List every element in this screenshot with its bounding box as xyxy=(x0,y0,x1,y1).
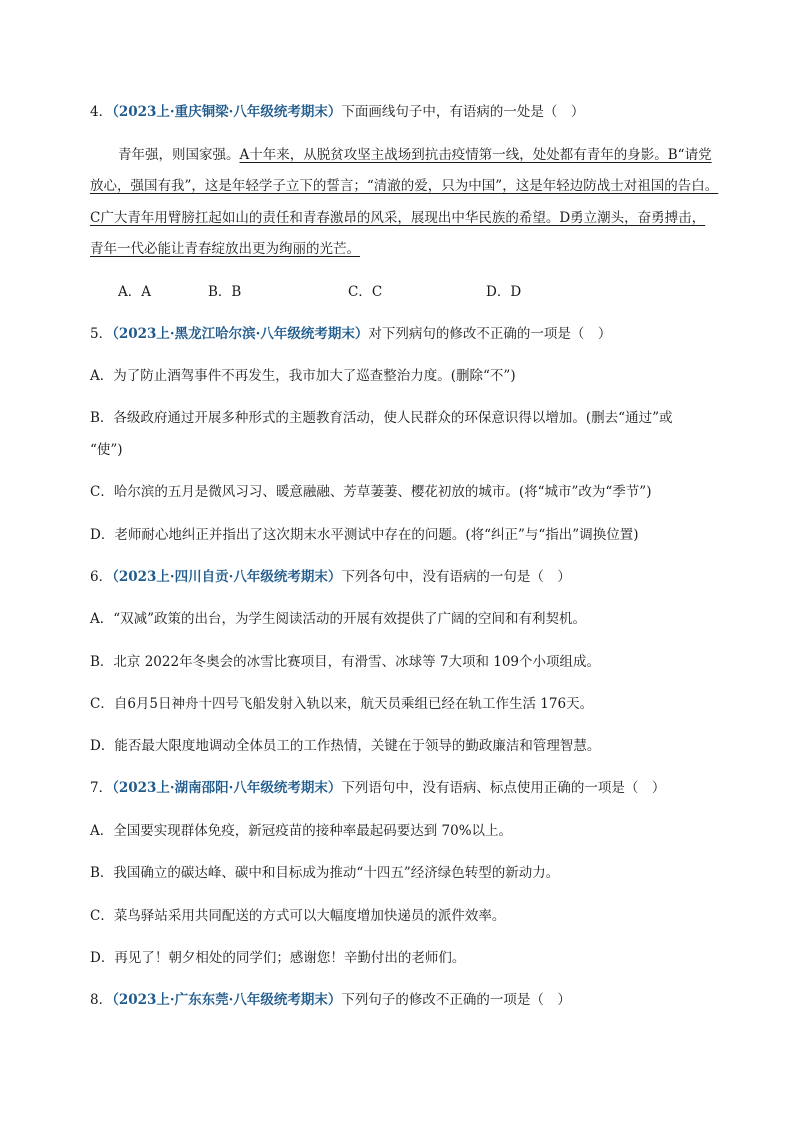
question-7-header xyxy=(90,778,665,798)
q5-option-b-cont: “使”) xyxy=(90,442,123,458)
q5-option-c[interactable]: C．哈尔滨的五月是微风习习、暖意融融、芳草萋萋、樱花初放的城市。(将“城市”改为“季节”) xyxy=(90,484,652,500)
question-number: 6． xyxy=(90,569,113,585)
q6-option-b[interactable]: B．北京 2022年冬奥会的冰雪比赛项目，有滑雪、冰球等 7大项和 109个小项组成。 xyxy=(90,654,601,670)
q5-option-d[interactable]: D．老师耐心地纠正并指出了这次期末水平测试中存在的问题。(将“纠正”与“指出”调换位置) xyxy=(90,527,639,543)
question-source: （2023上·湖南邵阳·八年级统考期末） xyxy=(112,780,342,796)
q7-option-d[interactable]: D．再见了！朝夕相处的同学们；感谢您！辛勤付出的老师们。 xyxy=(90,950,466,966)
q5-option-b[interactable]: B．各级政府通过开展多种形式的主题教育活动，使人民群众的环保意识得以增加。(删去“通过”或 xyxy=(90,410,673,426)
question-source: （2023上·重庆铜梁·八年级统考期末） xyxy=(112,104,342,120)
question-number: 5． xyxy=(90,326,113,342)
option-c[interactable]: C．C xyxy=(348,284,383,300)
question-4-options xyxy=(0,282,794,302)
question-source: （2023上·黑龙江哈尔滨·八年级统考期末） xyxy=(112,326,369,342)
question-stem: 下面画线句子中，有语病的一处是（ ） xyxy=(341,104,585,120)
question-stem: 下列句子的修改不正确的一项是（ ） xyxy=(341,992,571,1008)
underlined-sentence: A十年来，从脱贫攻坚主战场到抗击疫情第一线，处处都有青年的身影。B“请党 xyxy=(239,147,712,163)
question-5-header xyxy=(90,324,611,344)
question-number: 8． xyxy=(90,992,113,1008)
question-6-header xyxy=(90,567,571,587)
q6-option-d[interactable]: D．能否最大限度地调动全体员工的工作热情，关键在于领导的勤政廉洁和管理智慧。 xyxy=(90,738,601,754)
question-4-header xyxy=(90,102,584,122)
question-number: 4． xyxy=(90,104,113,120)
option-b[interactable]: B．B xyxy=(208,284,242,300)
question-number: 7． xyxy=(90,780,113,796)
question-stem: 对下列病句的修改不正确的一项是（ ） xyxy=(368,326,612,342)
question-8-header xyxy=(90,990,571,1010)
question-stem: 下列各句中，没有语病的一句是（ ） xyxy=(341,569,571,585)
passage-line-3: C广大青年用臂膀扛起如山的责任和青春激昂的风采，展现出中华民族的希望。D勇立潮头，奋勇搏击， xyxy=(90,210,706,226)
passage-line-4: 青年一代必能让青春绽放出更为绚丽的光芒。 xyxy=(90,241,360,257)
q6-option-a[interactable]: A．“双减”政策的出台，为学生阅读活动的开展有效提供了广阔的空间和有利契机。 xyxy=(90,611,587,627)
option-a[interactable]: A．A xyxy=(118,284,151,300)
q7-option-b[interactable]: B．我国确立的碳达峰、碳中和目标成为推动“十四五”经济绿色转型的新动力。 xyxy=(90,865,560,881)
passage-line-2: 放心，强国有我”，这是年轻学子立下的誓言；“清澈的爱，只为中国”，这是年轻边防战士对祖国的告白。 xyxy=(90,178,719,194)
q7-option-a[interactable]: A．全国要实现群体免疫，新冠疫苗的接种率最起码要达到 70%以上。 xyxy=(90,823,513,839)
question-source: （2023上·四川自贡·八年级统考期末） xyxy=(112,569,342,585)
passage-line-1: 青年强，则国家强。A十年来，从脱贫攻坚主战场到抗击疫情第一线，处处都有青年的身影。B“请党 xyxy=(118,147,712,163)
question-stem: 下列语句中，没有语病、标点使用正确的一项是（ ） xyxy=(341,780,666,796)
option-d[interactable]: D．D xyxy=(486,284,522,300)
question-source: （2023上·广东东莞·八年级统考期末） xyxy=(112,992,342,1008)
q5-option-a[interactable]: A．为了防止酒驾事件不再发生，我市加大了巡查整治力度。(删除“不”) xyxy=(90,368,516,384)
q6-option-c[interactable]: C．自6月5日神舟十四号飞船发射入轨以来，航天员乘组已经在轨工作生活 176天。 xyxy=(90,696,594,712)
q7-option-c[interactable]: C．菜鸟驿站采用共同配送的方式可以大幅度增加快递员的派件效率。 xyxy=(90,908,506,924)
